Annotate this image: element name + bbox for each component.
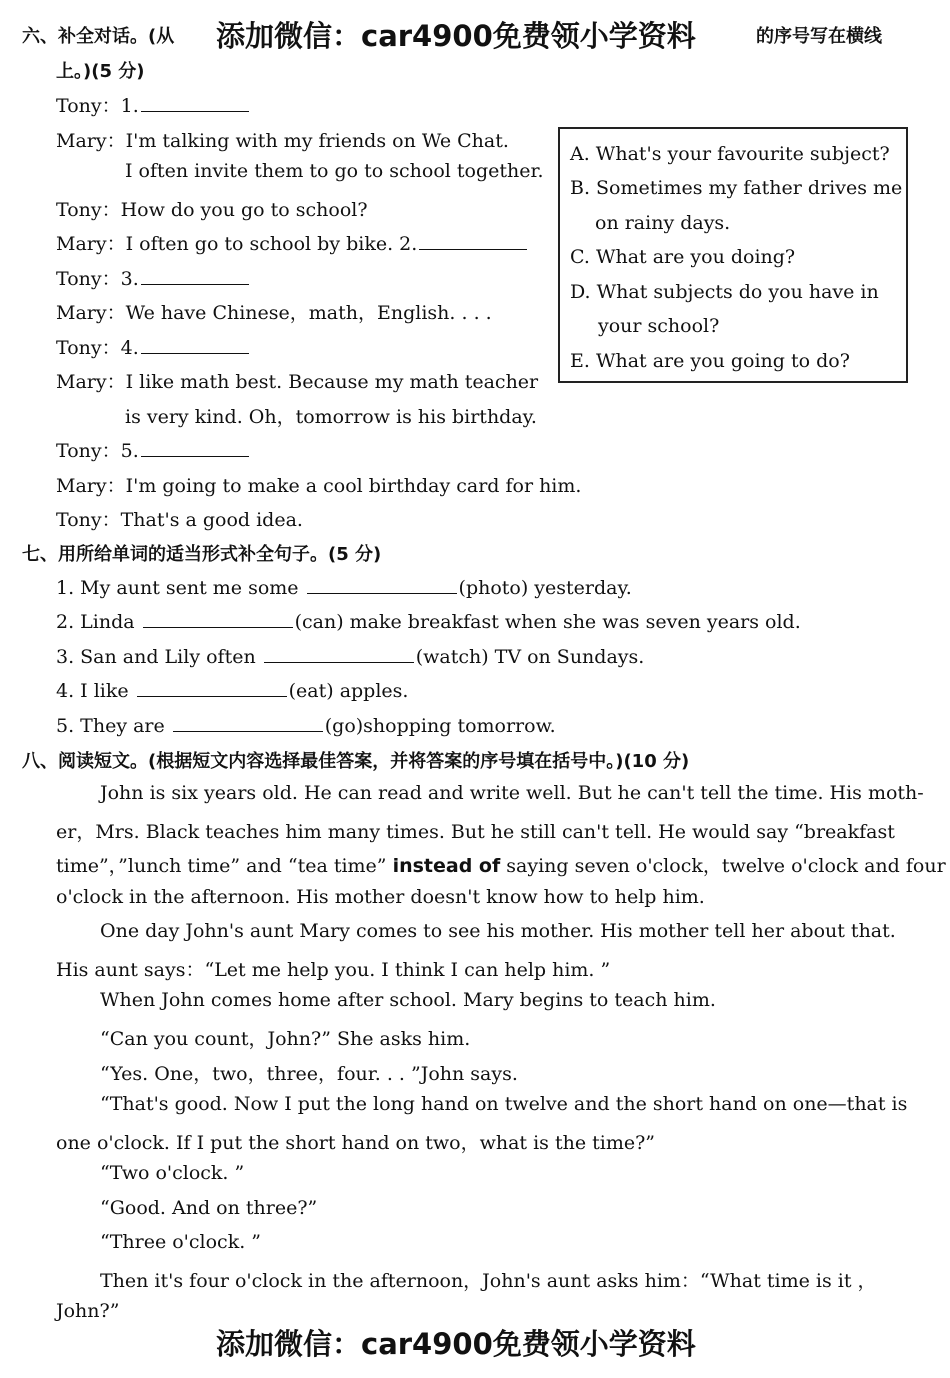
dialogue-line-13: Tony：That's a good idea.: [56, 509, 303, 531]
passage-line: one o'clock. If I put the short hand on two，what is the time?”: [56, 1132, 656, 1154]
passage-line: John?”: [56, 1300, 120, 1322]
fill-blank[interactable]: [143, 609, 293, 628]
watermark-top: 添加微信：car4900免费领小学资料: [212, 14, 700, 55]
option-d: D. What subjects do you have in: [570, 281, 879, 303]
fill-blank[interactable]: [264, 644, 414, 663]
passage-line: “Three o'clock. ”: [100, 1231, 261, 1253]
option-e: E. What are you going to do?: [570, 350, 850, 372]
passage-line: “Good. And on three?”: [100, 1197, 318, 1219]
dialogue-line-11: Tony：5.: [56, 436, 251, 463]
option-c: C. What are you doing?: [570, 246, 796, 268]
dialogue-line-3: I often invite them to go to school together.: [125, 160, 544, 182]
instead-of-emphasis: instead of: [392, 855, 501, 877]
fill-blank[interactable]: [173, 713, 323, 732]
fill-item-3: 3. San and Lily often (watch) TV on Sundays.: [56, 646, 645, 668]
passage-line: er，Mrs. Black teaches him many times. But he still can't tell. He would say “breakfast: [56, 821, 895, 843]
dialogue-line-10: is very kind. Oh，tomorrow is his birthday.: [125, 406, 537, 428]
dialogue-line-2: Mary：I'm talking with my friends on We Chat.: [56, 130, 509, 152]
fill-blank[interactable]: [307, 575, 457, 594]
passage-line: His aunt says：“Let me help you. I think I can help him. ”: [56, 959, 611, 981]
section6-heading-line2: 上。)(5 分): [56, 61, 145, 82]
answer-blank[interactable]: [141, 438, 249, 457]
dialogue-line-12: Mary：I'm going to make a cool birthday card for him.: [56, 475, 582, 497]
section6-heading-end: 的序号写在横线: [756, 26, 882, 47]
section8-heading: 八、阅读短文。(根据短文内容选择最佳答案，并将答案的序号填在括号中。)(10 分): [22, 751, 690, 772]
option-d-cont: your school?: [598, 315, 720, 337]
watermark-bottom: 添加微信：car4900免费领小学资料: [212, 1322, 700, 1363]
answer-blank[interactable]: [141, 266, 249, 285]
fill-item-5: 5. They are (go)shopping tomorrow.: [56, 715, 556, 737]
dialogue-line-9: Mary：I like math best. Because my math teacher: [56, 371, 539, 393]
passage-line: One day John's aunt Mary comes to see his mother. His mother tell her about that.: [100, 920, 896, 942]
fill-item-2: 2. Linda (can) make breakfast when she was seven years old.: [56, 611, 801, 633]
option-b: B. Sometimes my father drives me: [570, 177, 903, 199]
dialogue-line-4: Tony：How do you go to school?: [56, 199, 368, 221]
passage-line: When John comes home after school. Mary begins to teach him.: [100, 989, 716, 1011]
passage-line: “Yes. One，two，three，four. . . ”John says.: [100, 1063, 518, 1085]
passage-line: Then it's four o'clock in the afternoon，John's aunt asks him：“What time is it ，: [100, 1270, 877, 1292]
dialogue-line-8: Tony：4.: [56, 333, 251, 360]
passage-line: “Can you count，John?” She asks him.: [100, 1028, 471, 1050]
answer-blank[interactable]: [141, 93, 249, 112]
section6-heading-start: 六、补全对话。(从: [22, 26, 175, 47]
dialogue-line-6: Tony：3.: [56, 264, 251, 291]
option-b-cont: on rainy days.: [595, 212, 731, 234]
passage-line: “That's good. Now I put the long hand on twelve and the short hand on one—that is: [100, 1093, 908, 1115]
option-a: A. What's your favourite subject?: [570, 143, 890, 165]
fill-blank[interactable]: [137, 678, 287, 697]
passage-line: “Two o'clock. ”: [100, 1162, 245, 1184]
dialogue-line-1: Tony：1.: [56, 91, 251, 118]
dialogue-line-5: Mary：I often go to school by bike. 2.: [56, 229, 529, 256]
section7-heading: 七、用所给单词的适当形式补全句子。(5 分): [22, 544, 382, 565]
answer-blank[interactable]: [141, 335, 249, 354]
fill-item-1: 1. My aunt sent me some (photo) yesterday.: [56, 577, 632, 599]
passage-line: o'clock in the afternoon. His mother doesn't know how to help him.: [56, 886, 705, 908]
dialogue-line-7: Mary：We have Chinese，math，English. . . .: [56, 302, 492, 324]
fill-item-4: 4. I like (eat) apples.: [56, 680, 409, 702]
passage-line: John is six years old. He can read and write well. But he can't tell the time. His moth-: [100, 782, 924, 804]
answer-blank[interactable]: [419, 231, 527, 250]
passage-line: time”，”lunch time” and “tea time” instead of saying seven o'clock，twelve o'clock and four: [56, 855, 946, 877]
